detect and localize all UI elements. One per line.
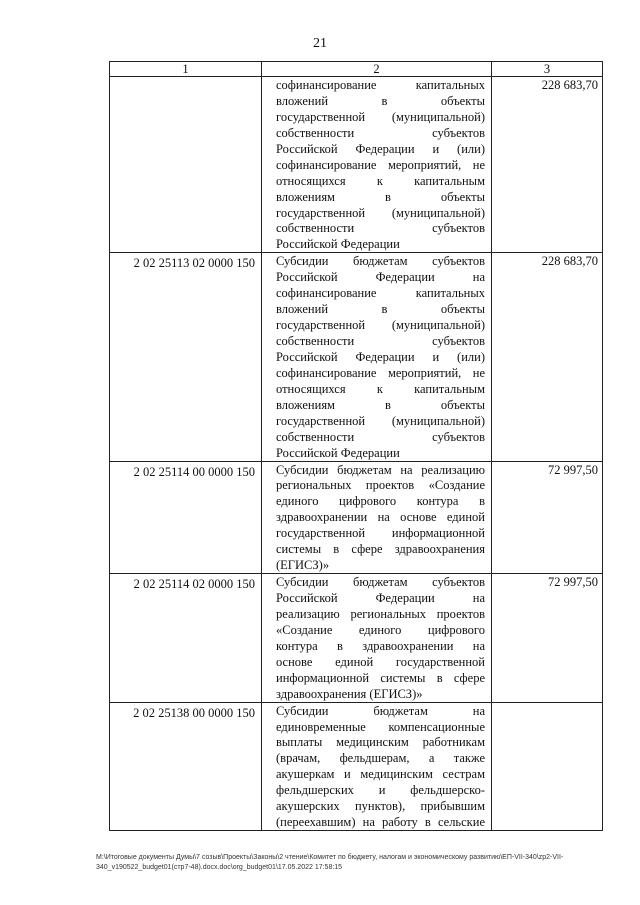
description-line: акушеркам и медицинским сестрам [276,767,485,782]
description-line: (ЕГИСЗ)» [276,558,330,573]
description-line: Российской Федерации [276,445,400,460]
description-line: Российской Федерации и (или) [276,141,485,156]
footer-path-line-2: 340_v190522_budget01(стр7-48).docx.doc\org_budget01\17.05.2022 17:58:15 [96,864,343,871]
budget-amount [492,702,603,831]
description-line: региональных проектов «Создание [276,478,485,493]
description-line: собственности субъектов [276,429,485,444]
description-line: Субсидии бюджетам субъектов [276,254,485,269]
description-line: софинансирование капитальных [276,286,485,301]
description-line: Российской Федерации и (или) [276,349,485,364]
description-line: «Создание единого цифрового [276,622,485,637]
page-number: 21 [313,36,327,51]
description-line: софинансирование мероприятий, не [276,157,485,172]
description-line: единого цифрового контура в [276,494,485,509]
description-line: основе единой государственной [276,654,485,669]
description-line: реализацию региональных проектов [276,606,485,621]
budget-code [110,77,262,253]
table-header [110,62,603,77]
budget-table [109,61,603,831]
table-row [110,702,603,831]
description-line: государственной (муниципальной) [276,205,485,220]
description-line: Российской Федерации [276,237,400,252]
description-line: контура в здравоохранении на [276,638,485,653]
budget-description [262,77,492,253]
description-line: Субсидии бюджетам на реализацию [276,462,485,477]
description-line: относящихся к капитальным [276,173,485,188]
description-line: Субсидии бюджетам на [276,703,485,718]
table-row [110,253,603,461]
description-line: здравоохранении на основе единой [276,510,485,525]
description-line: акушерских пунктов), прибывшим [276,799,485,814]
description-line: собственности субъектов [276,221,485,236]
description-line: системы в сфере здравоохранения [276,542,485,557]
budget-code: 2 02 25113 02 0000 150 [110,253,262,461]
budget-code: 2 02 25114 02 0000 150 [110,574,262,703]
description-line: государственной (муниципальной) [276,318,485,333]
column-header-1: 1 [110,62,262,77]
budget-amount: 72 997,50 [492,574,603,703]
footer-path-line-1: M:\Итоговые документы Думы\7 созыв\Проекты\Законы\2 чтение\Комитет по бюджету, налогам и экономическому развитию\ЕП-VII-340\zp2-VII- [96,854,564,861]
description-line: софинансирование мероприятий, не [276,365,485,380]
description-line: софинансирование капитальных [276,78,485,92]
description-line: государственной (муниципальной) [276,413,485,428]
table-row [110,77,603,253]
description-line: информационной системы в сфере [276,670,485,685]
description-line: единовременные компенсационные [276,719,485,734]
description-line: здравоохранения (ЕГИСЗ)» [276,686,423,701]
description-line: вложениям в объекты [276,397,485,412]
budget-code: 2 02 25138 00 0000 150 [110,702,262,831]
description-line: вложениям в объекты [276,189,485,204]
budget-amount: 72 997,50 [492,461,603,574]
description-line: государственной (муниципальной) [276,109,485,124]
description-line: собственности субъектов [276,334,485,348]
document-footer [96,853,616,873]
description-line: собственности субъектов [276,125,485,140]
description-line: фельдшерских и фельдшерско- [276,783,485,798]
table-body [110,77,603,831]
column-header-2: 2 [262,62,492,77]
description-line: вложений в объекты [276,302,485,317]
table-row [110,574,603,703]
budget-amount: 228 683,70 [492,253,603,461]
description-line: Российской Федерации на [276,270,485,285]
budget-amount: 228 683,70 [492,77,603,253]
description-line: относящихся к капитальным [276,381,485,396]
description-line: выплаты медицинским работникам [276,735,485,750]
description-line: (врачам, фельдшерам, а также [276,751,485,766]
description-line: Субсидии бюджетам субъектов [276,575,485,590]
budget-description [262,461,492,574]
budget-description [262,574,492,703]
description-line: государственной информационной [276,526,485,541]
table-row [110,461,603,574]
budget-description [262,253,492,461]
description-line: (переехавшим) на работу в сельские [276,815,485,830]
description-line: вложений в объекты [276,93,485,108]
description-line: Российской Федерации на [276,591,485,605]
budget-description [262,702,492,831]
budget-code: 2 02 25114 00 0000 150 [110,461,262,574]
column-header-3: 3 [492,62,603,77]
